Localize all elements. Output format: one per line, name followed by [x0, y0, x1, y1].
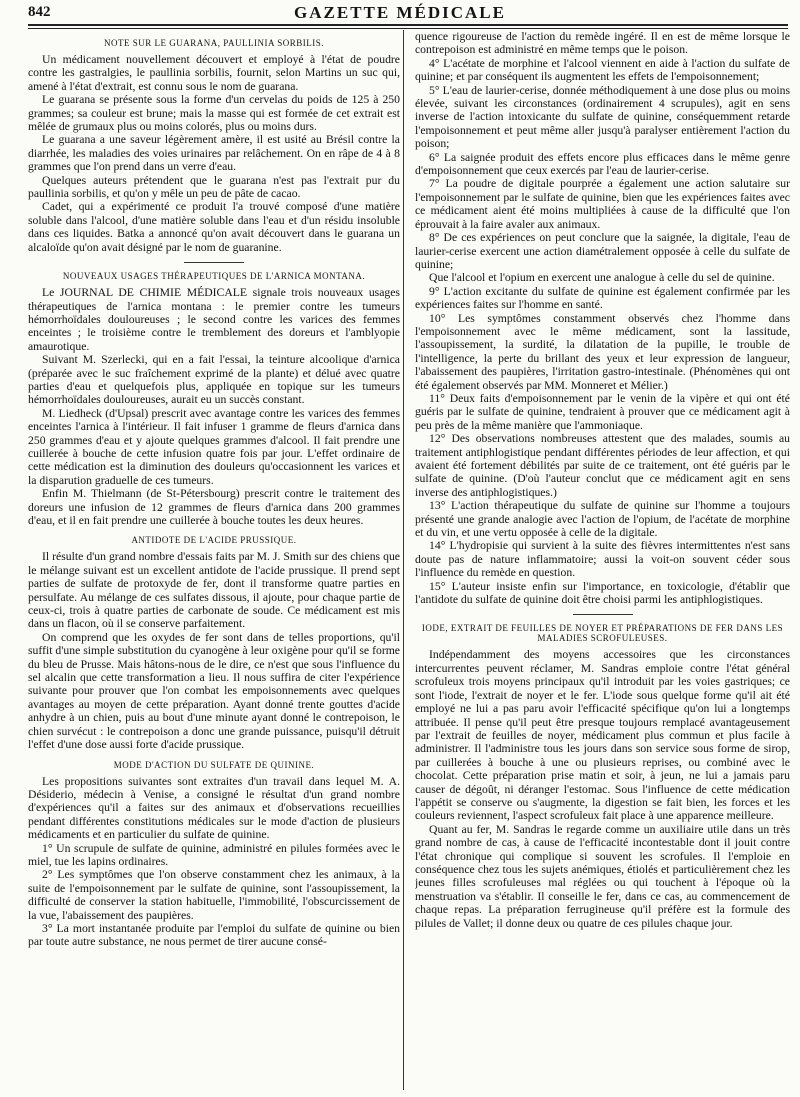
page-number: 842: [28, 4, 51, 20]
paragraph: 9° L'action excitante du sulfate de quinine est également confirmée par les expériences faites sur l'homme en santé.: [415, 284, 790, 312]
paragraph: Le JOURNAL DE CHIMIE MÉDICALE signale trois nouveaux usages thérapeutiques de l'arnica montana : le premier contre les tumeurs hémorrhoïdales douloureuses ; le second contre les varices des femmes enceintes ; le troisième contre le tremblement des doreurs et l'amblyopie amaurotique.: [28, 286, 400, 353]
paragraph: Quelques auteurs prétendent que le guarana n'est pas l'extrait pur du paullinia sorbilis, et qu'on y mêle un peu de pâte de cacao.: [28, 173, 400, 201]
paragraph: Cadet, qui a expérimenté ce produit l'a trouvé composé d'une matière soluble dans l'alcool, d'une matière soluble dans l'eau et d'un résidu insoluble dans ces liquides. Batka a annoncé qu'on avait découvert dans le guarana un alcaloïde qu'on avait désigné par le nom de guaranine.: [28, 200, 400, 254]
section-title: MODE D'ACTION DU SULFATE DE QUININE.: [113, 759, 315, 770]
section-title: NOUVEAUX USAGES THÉRAPEUTIQUES DE L'ARNICA MONTANA.: [62, 271, 366, 282]
paragraph: 4° L'acétate de morphine et l'alcool viennent en aide à l'action du sulfate de quinine; et par conséquent ils augmentent les effets de l'empoisonnement;: [415, 56, 790, 84]
right-column: [415, 30, 790, 1092]
paragraph: 11° Deux faits d'empoisonnement par le venin de la vipère et qui ont été guéris par le sulfate de quinine, tendraient à prouver que ce médicament agit à peu près de la même manière que l'ammoniaque.: [415, 391, 790, 432]
paragraph: Enfin M. Thielmann (de St-Pétersbourg) prescrit contre le traitement des doreurs une infusion de 12 grammes de fleurs d'arnica dans 200 grammes d'eau, et il en fait prendre une cuillerée à bouche toutes les deux heures.: [28, 487, 400, 527]
paragraph: 3° La mort instantanée produite par l'emploi du sulfate de quinine ou bien par toute autre substance, ne nous permet de tirer aucune consé-: [28, 921, 400, 949]
paragraph: Il résulte d'un grand nombre d'essais faits par M. J. Smith sur des chiens que le mélange suivant est un excellent antidote de l'acide prussique. Il prend sept parties de sulfate de protoxyde de fer, dont il transforme quatre parties en persulfate. Au mélange de ces sulfates dissous, il ajoute, pour chaque partie de ceux-ci, trois à quatre parties de carbonate de soude. Ce médicament est mis dans un flacon, où il se conserve parfaitement.: [28, 550, 400, 631]
paragraph: 5° L'eau de laurier-cerise, donnée méthodiquement à une dose plus ou moins élevée, suivant les circonstances (ordinairement 4 scrupules), agit en sens inverse de l'action intoxicante du sulfate de quinine, conséquemment retarde l'empoisonnement et peut même aller jusqu'à paralyser entièrement l'action du poison;: [415, 83, 790, 151]
paragraph: 15° L'auteur insiste enfin sur l'importance, en toxicologie, d'établir que l'antidote du sulfate de quinine doit être choisi parmi les antiphlogistiques.: [415, 579, 790, 607]
paragraph: Le guarana se présente sous la forme d'un cervelas du poids de 125 à 250 grammes; sa couleur est brune; mais la masse qui est formée de cet extrait est mêlée de grumaux plus ou moins colorés, plus ou moins durs.: [28, 93, 400, 134]
page-header: [0, 0, 800, 24]
paragraph: 7° La poudre de digitale pourprée a également une action salutaire sur l'empoisonnement par le sulfate de quinine, bien que les expériences faites avec ce médicament aient été moins multipliées à cause de la difficulté que l'on éprouvait à la faire avaler aux animaux.: [415, 177, 790, 231]
paragraph: 14° L'hydropisie qui survient à la suite des fièvres intermittentes n'est sans doute pas de nature inflammatoire; aussi la voit-on souvent céder sous l'influence du remède en question.: [415, 539, 790, 580]
paragraph: Les propositions suivantes sont extraites d'un travail dans lequel M. A. Désiderio, médecin à Venise, a consigné le résultat d'un grand nombre d'expériences qu'il a faites sur des animaux et d'observations recueillies pendant différentes constitutions médicales sur le mode d'action de plusieurs médicaments et en particulier du sulfate de quinine.: [28, 774, 400, 842]
column-separator: [403, 30, 404, 1090]
section-divider: [573, 614, 633, 615]
section-title: NOTE SUR LE GUARANA, PAULLINIA SORBILIS.: [104, 38, 324, 48]
paragraph: On comprend que les oxydes de fer sont dans de telles proportions, qu'il suffit d'une simple substitution du cyanogène à leur oxigène pour qu'il se forme du bleu de Prusse. Mais hâtons-nous de le dire, ce n'est que sous l'influence du sel alcalin que cette transformation a lieu. Il nous suffira de citer l'expérience suivante pour prouver que l'on combat les empoisonnements avec quelques avantages au moyen de cette préparation. Ayant donné trente gouttes d'acide anhydre à un chien, puis au bout d'une minute ayant donné le contrepoison, le chien survécut : le contrepoison a donc une grande puissance, puisqu'il détruit l'effet d'une dose aussi forte d'acide prussique.: [28, 630, 400, 752]
journal-title: GAZETTE MÉDICALE: [294, 3, 506, 22]
paragraph: 6° La saignée produit des effets encore plus efficaces dans le même genre d'empoisonnement que ceux exercés par l'eau de laurier-cerise.: [415, 150, 790, 178]
paragraph: 1° Un scrupule de sulfate de quinine, administré en pilules formées avec le miel, tue les lapins ordinaires.: [28, 841, 400, 868]
paragraph: Suivant M. Szerlecki, qui en a fait l'essai, la teinture alcoolique d'arnica (préparée avec le suc fraîchement exprimé de la plante) et délué avec quatre parties d'eau et quelquefois plus, appliquée en topique sur les tumeurs hémorrhoïdales douloureuses, aurait eu un succès constant.: [28, 353, 400, 407]
paragraph-continuation: quence rigoureuse de l'action du remède ingéré. Il en est de même lorsque le contrepoison est administré en même temps que le poison.: [415, 30, 790, 57]
paragraph: 10° Les symptômes constamment observés chez l'homme dans l'empoisonnement avec le même médicament, sont la lassitude, l'assoupissement, la surdité, la dilatation de la pupille, le trouble de l'intelligence, la perte du brillant des yeux et leur expression de langueur, l'abaissement des paupières, l'irritation gastro-intestinale. (Phénomènes qui ont été également observés par MM. Monneret et Mélier.): [415, 311, 790, 392]
paragraph: 8° De ces expériences on peut conclure que la saignée, la digitale, l'eau de laurier-cerise exercent une action diamétralement opposée à celle du sulfate de quinine;: [415, 231, 790, 271]
paragraph: Un médicament nouvellement découvert et employé à l'état de poudre contre les gastralgies, le paullinia sorbilis, fournit, selon Martins un suc qui, amené à l'état d'extrait, est connu sous le nom de guarana.: [28, 53, 400, 93]
header-rule: [28, 24, 788, 29]
paragraph: 12° Des observations nombreuses attestent que des malades, soumis au traitement antiphlogistique pendant différentes périodes de leur affection, et qui avaient été fortement débilités par suite de ce traitement, ont été guéris par le sulfate de quinine. (D'où l'auteur conclut que ce médicament agit en sens inverse des antiphlogistiques.): [415, 432, 790, 499]
paragraph: Le guarana a une saveur légèrement amère, il est usité au Brésil contre la diarrhée, les maladies des voies urinaires par relâchement. On en râpe de 4 à 8 grammes que l'on prend dans un verre d'eau.: [28, 133, 400, 174]
paragraph: M. Liedheck (d'Upsal) prescrit avec avantage contre les varices des femmes enceintes l'arnica à l'intérieur. Il fait infuser 1 gramme de fleurs d'arnica dans 250 grammes d'eau et y ajoute quelques grammes d'alcool. Il fait prendre une cuillerée à bouche de cette infusion quatre fois par jour. L'effet ordinaire de cette médication est la diminution des douleurs qu'occasionnent les varices et la disparution graduelle de ces tumeurs.: [28, 406, 400, 487]
section-title: ANTIDOTE DE L'ACIDE PRUSSIQUE.: [131, 535, 297, 546]
paragraph: Indépendamment des moyens accessoires que les circonstances intercurrentes peuvent réclamer, M. Sandras emploie contre l'état général scrofuleux trois moyens principaux qu'il introduit par les voies gastriques; ce sont l'iode, l'extrait de noyer et le fer. L'iode sous quelque forme qu'il ait été employé ne lui a pas paru avoir l'efficacité spécifique qu'on lui a longtemps attribuée. Il pense qu'il peut être presque toujours remplacé avantageusement par l'extrait de feuilles de noyer, médicament plus commun et plus facile à administrer. Il l'administre tous les jours dans son service sous forme de sirop, par cuillerées à bouche à une ou plusieurs reprises, ou combiné avec le chocolat. Cette préparation prise matin et soir, à jeun, ne lui a jamais paru causer de dégoût, ni déranger l'estomac. Sous l'influence de cette médication l'appétit se conserve ou s'augmente, la digestion se fait bien, les forces et les couleurs reviennent, l'aspect scrofuleux fait place à une apparence meilleure.: [415, 648, 790, 823]
paragraph: 13° L'action thérapeutique du sulfate de quinine sur l'homme a toujours présenté une grande analogie avec l'action de l'opium, de l'acétate de morphine et du vin, et une vertu opposée à celle de la digitale.: [415, 499, 790, 540]
paragraph: 2° Les symptômes que l'on observe constamment chez les animaux, à la suite de l'empoisonnement par le sulfate de quinine, sont l'assoupissement, la difficulté de conserver la station habituelle, l'immobilité, l'obscurcissement de la vue, l'abaissement des paupières.: [28, 868, 400, 922]
paragraph: Quant au fer, M. Sandras le regarde comme un auxiliaire utile dans un très grand nombre de cas, à cause de l'efficacité incontestable dont il jouit contre l'état chronique qui complique si souvent les scrofules. Il l'emploie en conséquence chez tous les sujets anémiques, étiolés et particulièrement chez les jeunes filles scrofuleuses mal réglées ou qui touchent à l'époque où la menstruation va s'établir. Il conseille le fer, dans ce cas, au commencement de chaque repas. La préparation ferrugineuse qu'il préfère est la formule des pilules de Vallet; il donne deux ou quatre de ces pilules chaque jour.: [415, 822, 790, 930]
section-divider: [184, 262, 244, 263]
section-title: IODE, EXTRAIT DE FEUILLES DE NOYER ET PRÉPARATIONS DE FER DANS LES MALADIES SCROFULEUSES.: [421, 623, 784, 644]
left-column: [28, 30, 400, 1092]
paragraph: Que l'alcool et l'opium en exercent une analogue à celle du sel de quinine.: [429, 271, 775, 285]
